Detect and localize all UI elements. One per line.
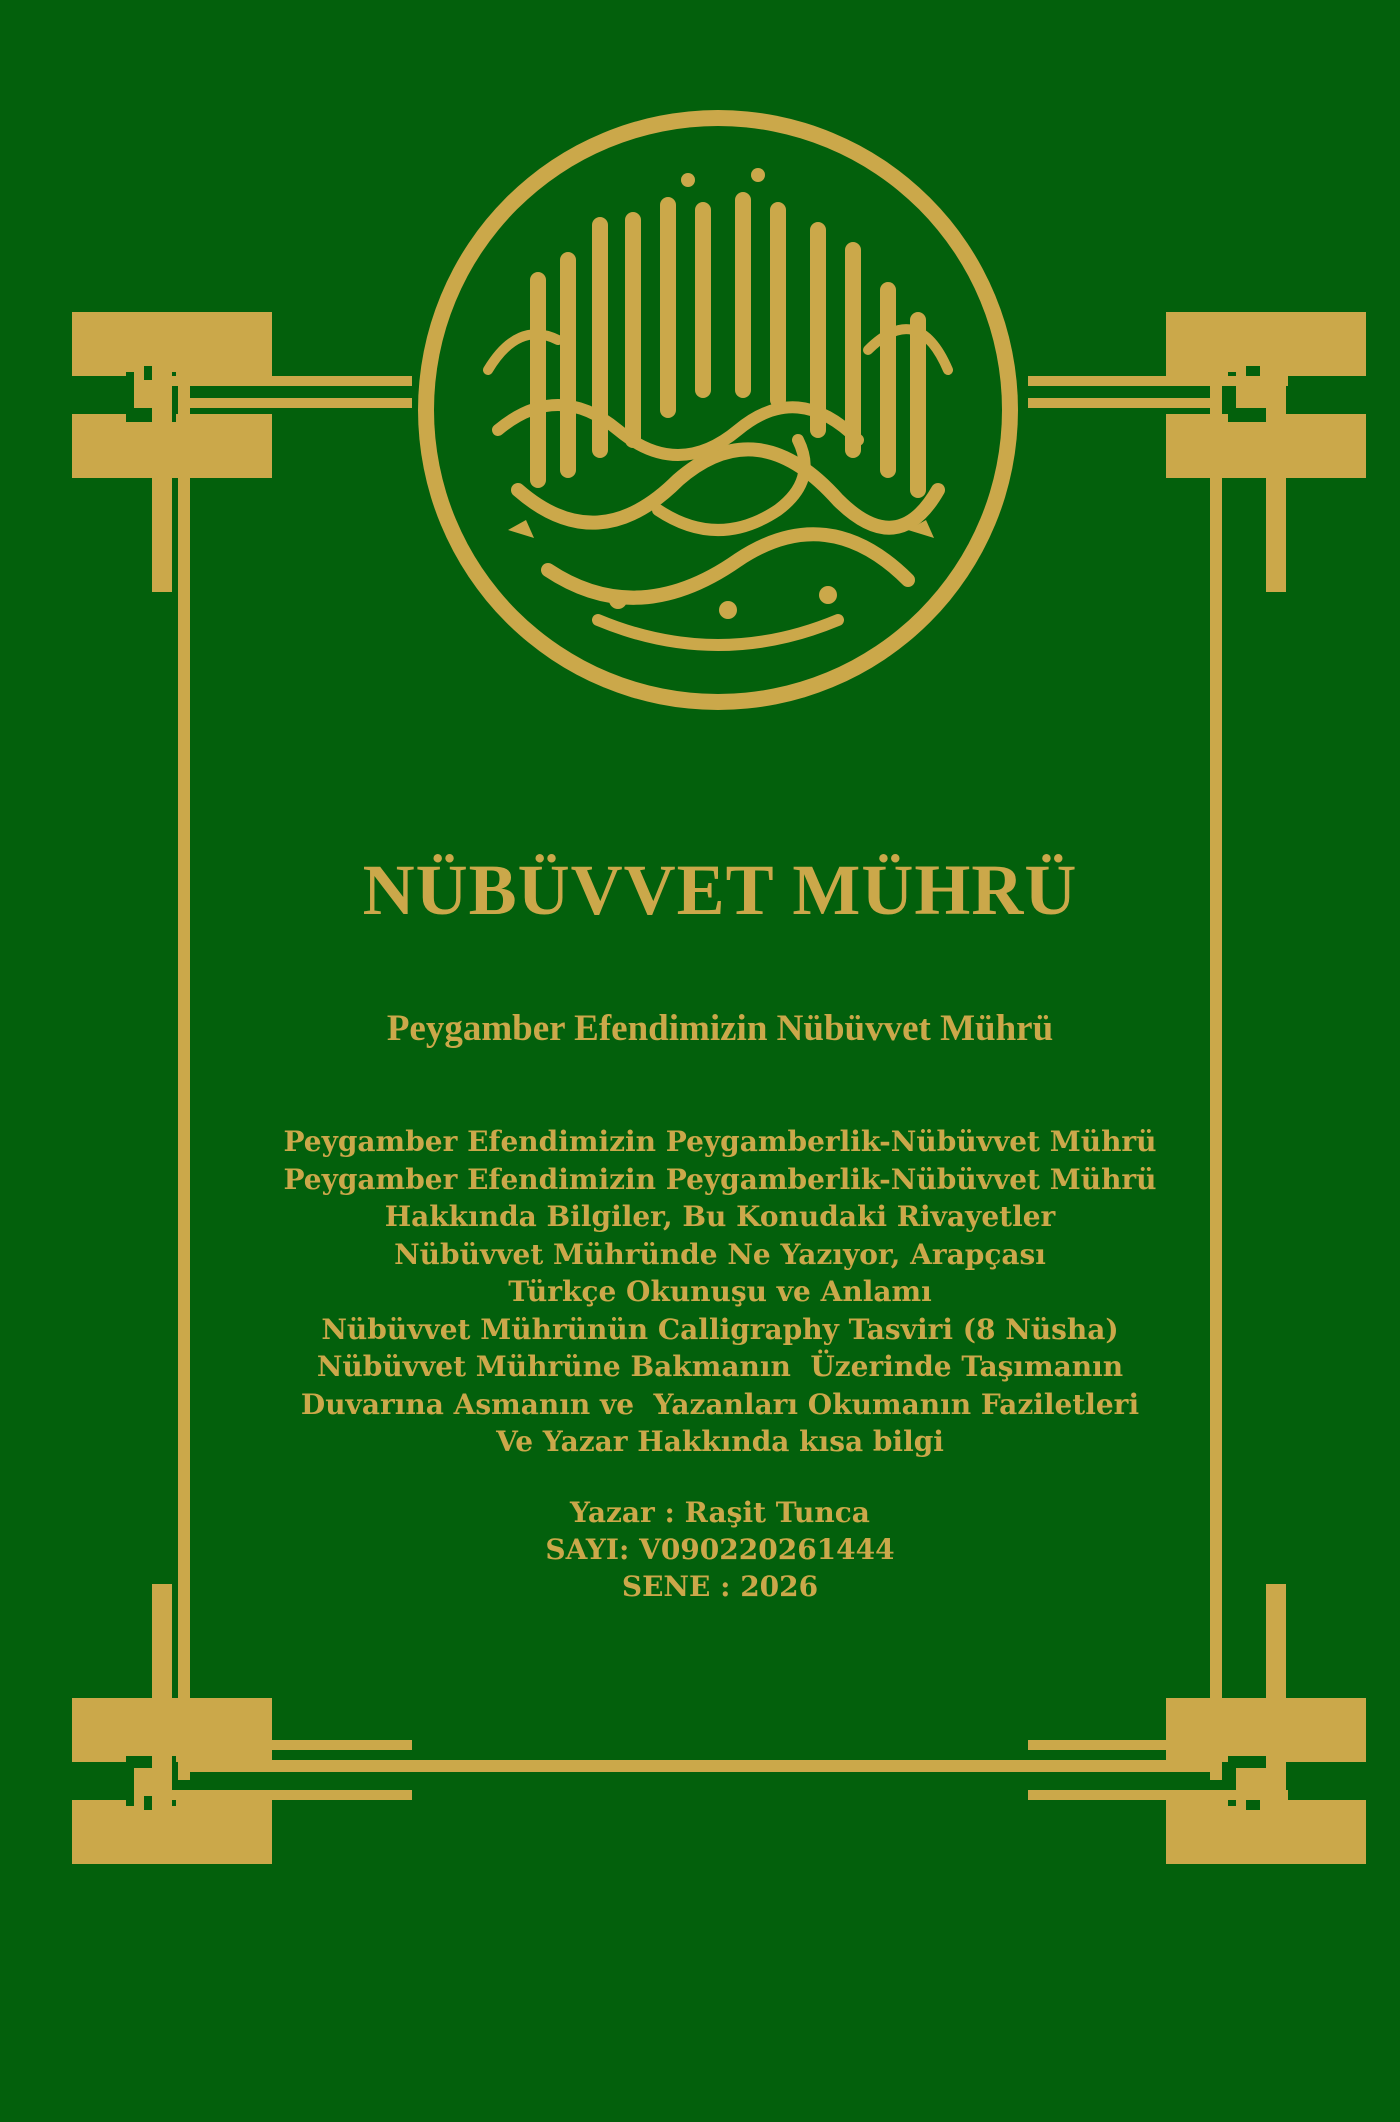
author: Yazar : Raşit Tunca [570, 1496, 870, 1529]
description-line: Nübüvvet Mühründe Ne Yazıyor, Arapçası [394, 1237, 1046, 1271]
description-line: Türkçe Okunuşu ve Anlamı [508, 1275, 932, 1308]
description-line: Ve Yazar Hakkında kısa bilgi [496, 1425, 944, 1458]
corner-ornament-top-left [72, 312, 412, 592]
corner-ornament-top-right [1028, 312, 1366, 592]
book-description [200, 1123, 1240, 1461]
description-line: Nübüvvet Mührünün Calligraphy Tasviri (8 Nüsha) [321, 1312, 1119, 1346]
corner-ornament-bottom-right [1028, 1584, 1366, 1864]
description-line: Duvarına Asmanın ve Yazanları Okumanın Faziletleri [300, 1387, 1140, 1421]
description-line: Peygamber Efendimizin Peygamberlik-Nübüvvet Mührü [283, 1162, 1157, 1196]
description-line: Peygamber Efendimizin Peygamberlik-Nübüvvet Mührü [283, 1125, 1157, 1158]
description-line: Hakkında Bilgiler, Bu Konudaki Rivayetler [384, 1200, 1056, 1233]
seal-calligraphy [418, 110, 1018, 710]
book-subtitle: Peygamber Efendimizin Nübüvvet Mührü [386, 1008, 1054, 1049]
issue-number: SAYI: V090220261444 [545, 1533, 895, 1566]
publication-info [200, 1494, 1240, 1605]
publication-year: SENE : 2026 [621, 1570, 819, 1603]
book-title: NÜBÜVVET MÜHRÜ [362, 850, 1078, 930]
description-line: Nübüvvet Mührüne Bakmanın Üzerinde Taşımanın [316, 1350, 1124, 1383]
corner-ornament-bottom-left [72, 1584, 412, 1864]
